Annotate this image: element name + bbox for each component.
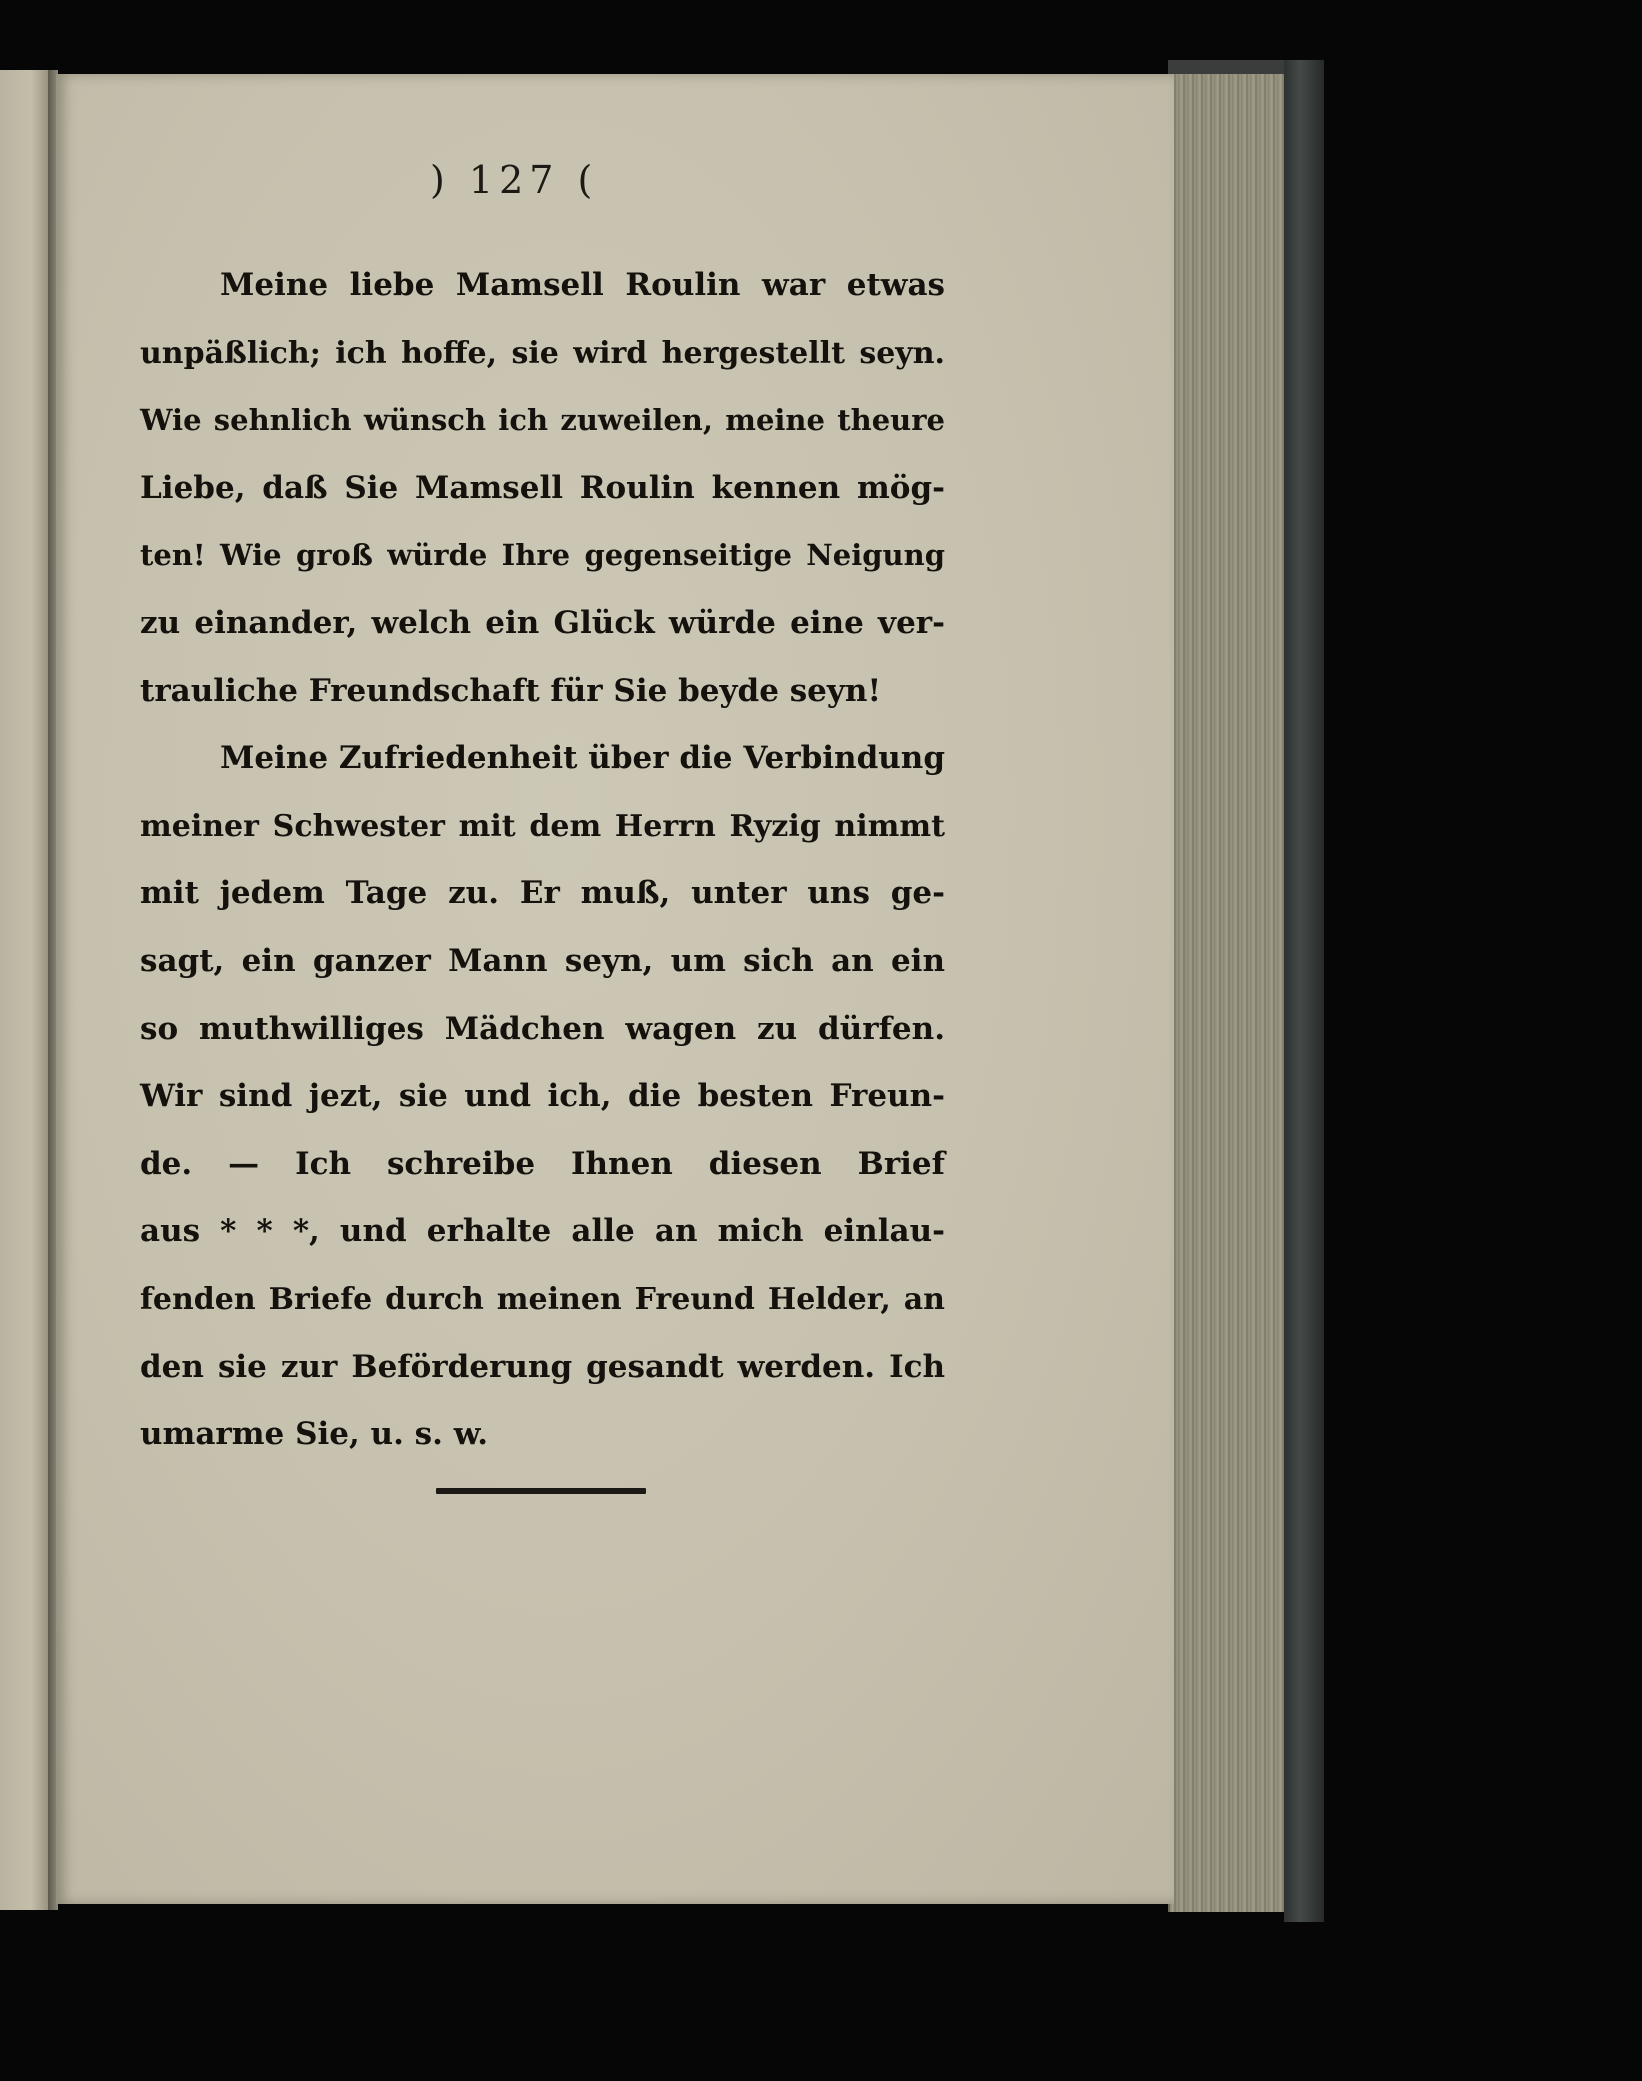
- text-line: ten! Wie groß würde Ihre gegenseitige Neigung: [140, 538, 945, 573]
- text-line: sagt, ein ganzer Mann seyn, um sich an ein: [140, 942, 945, 979]
- text-line: so muthwilliges Mädchen wagen zu dürfen.: [140, 1010, 945, 1047]
- text-line: de. — Ich schreibe Ihnen diesen Brief: [140, 1145, 945, 1182]
- text-line: Liebe, daß Sie Mamsell Roulin kennen mög-: [140, 469, 945, 506]
- text-line: Meine Zufriedenheit über die Verbindung: [220, 740, 946, 777]
- text-line: Wie sehnlich wünsch ich zuweilen, meine theure: [140, 403, 945, 438]
- text-line: zu einander, welch ein Glück würde eine ver-: [140, 604, 945, 641]
- text-line: den sie zur Beförderung gesandt werden. Ich: [140, 1348, 945, 1385]
- text-line: trauliche Freundschaft für Sie beyde seyn!: [140, 672, 882, 709]
- page-block-edges: [1168, 70, 1288, 1912]
- text-line: fenden Briefe durch meinen Freund Helder, an: [140, 1281, 945, 1317]
- text-line: unpäßlich; ich hoffe, sie wird hergestellt seyn.: [140, 335, 945, 371]
- text-line: meiner Schwester mit dem Herrn Ryzig nimmt: [140, 808, 945, 844]
- book-cover-edge: [1284, 60, 1324, 1922]
- page-number-header: ) 127 (: [430, 158, 599, 202]
- text-line: Meine liebe Mamsell Roulin war etwas: [220, 267, 945, 303]
- previous-page-edge: [0, 70, 52, 1910]
- text-line: aus * * *, und erhalte alle an mich einlau-: [140, 1213, 945, 1250]
- text-line: Wir sind jezt, sie und ich, die besten Freun-: [140, 1078, 945, 1115]
- text-line: mit jedem Tage zu. Er muß, unter uns ge-: [140, 875, 945, 912]
- text-line: umarme Sie, u. s. w.: [140, 1416, 489, 1453]
- body-text: [140, 252, 945, 1469]
- section-divider: [436, 1488, 646, 1494]
